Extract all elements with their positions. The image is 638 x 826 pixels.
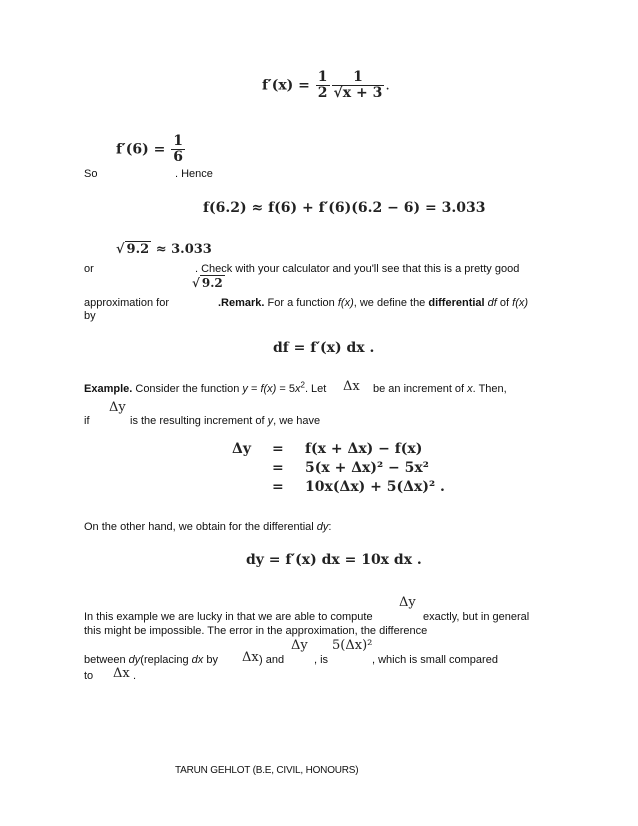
- delta-x-inline-1: Δx: [343, 379, 360, 394]
- text-approximation-for: approximation for: [84, 297, 169, 309]
- delta-x-inline-3: Δx: [113, 666, 130, 681]
- text-if: if: [84, 415, 90, 427]
- text-to: to: [84, 670, 94, 682]
- impossible-sentence: this might be impossible. The error in the approximation, the difference: [84, 625, 428, 637]
- differential-definition: df = f′(x) dx .: [273, 340, 375, 356]
- derivative-lhs: f′(x) =: [262, 77, 315, 94]
- text-so: So: [84, 168, 98, 180]
- derivation-op-3: =: [272, 479, 284, 495]
- delta-y-inline-3: Δy: [291, 638, 308, 653]
- between-sentence: between dy(replacing dx by: [84, 654, 218, 666]
- delta-x-inline-2: Δx: [242, 650, 259, 665]
- derivative-formula: f′(x) = $\frac{1}{2}$ $\frac{1}{√x + 3}$ .: [262, 69, 390, 101]
- derivative-at-six: f′(6) = $\frac{1}{6}$: [116, 133, 183, 165]
- text-check-calculator: . Check with your calculator and you'll see that this is a pretty good: [195, 263, 520, 275]
- derivation-rhs-3: 10x(Δx) + 5(Δx)² .: [305, 479, 445, 495]
- text-to-period: .: [133, 670, 137, 682]
- small-compared: , which is small compared: [372, 654, 498, 666]
- example-paragraph: Example. Consider the function $y = f(x) = 5x^2$. Let: [84, 380, 327, 395]
- derivation-op-1: =: [272, 441, 284, 457]
- derivation-op-2: =: [272, 460, 284, 476]
- lucky-sentence: In this example we are lucky in that we are able to compute: [84, 611, 373, 623]
- derivation-rhs-2: 5(x + Δx)² − 5x²: [305, 460, 429, 476]
- sqrt-approximation: √ 9.2 ≈ 3.033: [116, 242, 212, 257]
- fraction-one-half: $\frac{1}{2}$: [317, 69, 328, 101]
- text-by: by: [84, 310, 96, 322]
- sqrt-small: √ 9.2: [192, 276, 223, 290]
- differential-dy: dy = f′(x) dx = 10x dx .: [246, 552, 422, 568]
- fraction-one-over-root: $\frac{1}{√x + 3}$: [333, 69, 383, 101]
- five-delta-x-squared: 5(Δx)²: [332, 638, 373, 653]
- other-hand-sentence: On the other hand, we obtain for the differential dy:: [84, 521, 332, 533]
- resulting-increment: is the resulting increment of y, we have: [130, 415, 321, 427]
- delta-y-inline-1: Δy: [109, 400, 126, 415]
- remark-paragraph: .Remark. For a function f(x), we define the differential df of f(x): [218, 297, 529, 309]
- text-or: or: [84, 263, 94, 275]
- delta-y-inline-2: Δy: [399, 595, 416, 610]
- derivation-lhs: Δy: [232, 441, 251, 457]
- linear-approximation: f(6.2) ≈ f(6) + f′(6)(6.2 − 6) = 3.033: [203, 200, 486, 216]
- derivation-rhs-1: f(x + Δx) − f(x): [305, 441, 423, 457]
- text-hence: . Hence: [175, 168, 213, 180]
- footer-author: TARUN GEHLOT (B.E, CIVIL, HONOURS): [175, 765, 359, 776]
- lucky-sentence-end: exactly, but in general: [423, 611, 530, 623]
- example-increment: be an increment of x. Then,: [373, 383, 507, 395]
- fraction-one-sixth: $\frac{1}{6}$: [173, 133, 183, 165]
- text-and: ) and: [259, 654, 285, 666]
- text-is: , is: [314, 654, 329, 666]
- delta-y-derivation: [232, 442, 472, 502]
- radicand-x-plus-3: x + 3: [342, 85, 383, 101]
